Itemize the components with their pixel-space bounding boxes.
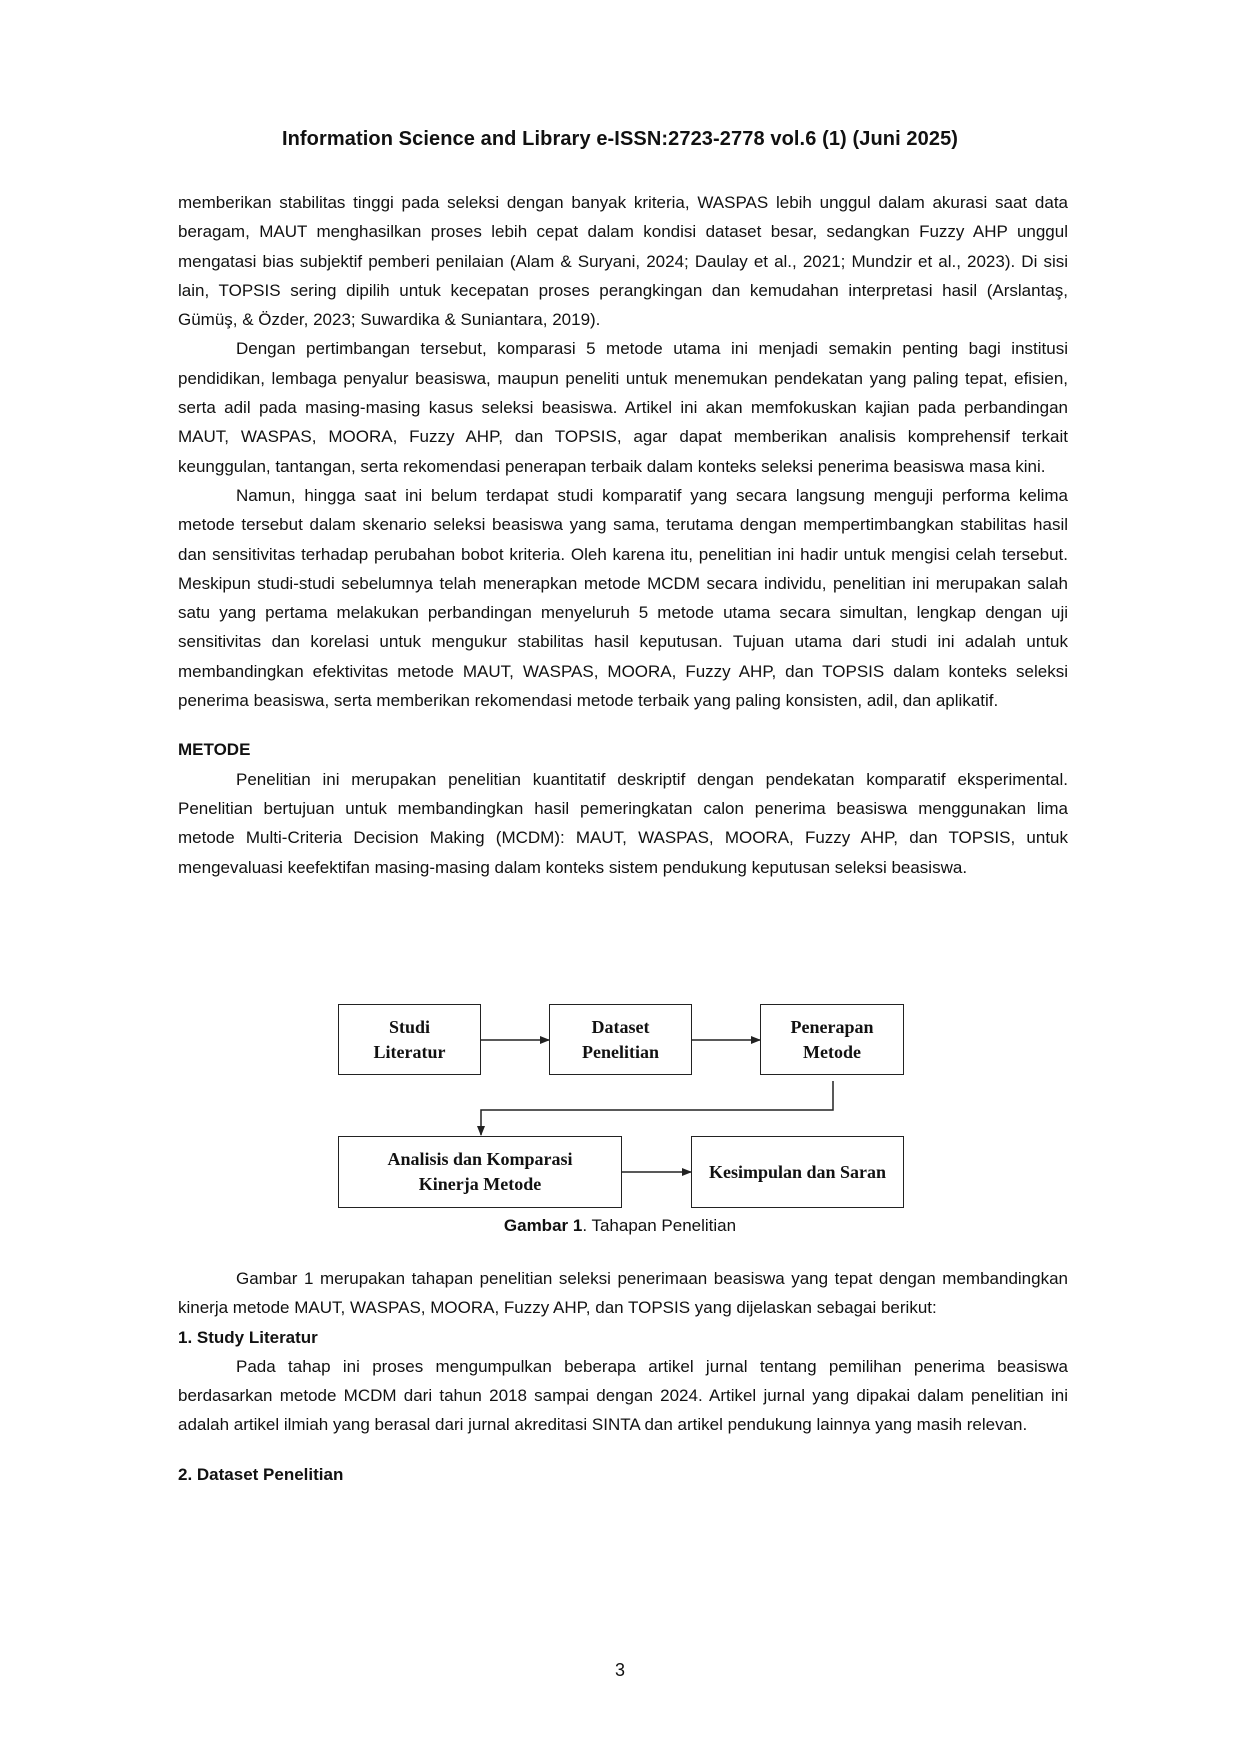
flow-box-kesimpulan-saran (691, 1136, 904, 1208)
flow-box-dataset-penelitian (549, 1004, 692, 1075)
box-label-line: Penerapan (790, 1016, 874, 1037)
arrow-penerapan-to-analisis (481, 1081, 833, 1135)
caption-label: Gambar 1 (503, 1216, 583, 1235)
paragraph-study-literatur: Pada tahap ini proses mengumpulkan beberapa artikel jurnal tentang pemilihan penerima beasiswa berdasarkan metode MCDM dari tahun 2018 sampai dengan 2024. Artikel jurnal yang dipakai dalam penelitian ini adalah artikel ilmiah yang berasal dari jurnal akreditasi SINTA dan artikel pendukung lainnya yang masih relevan. (178, 1356, 1068, 1435)
box-label-line: Studi (388, 1016, 430, 1037)
body-text-bottom (178, 1264, 1068, 1489)
section-heading-dataset-penelitian: 2. Dataset Penelitian (178, 1464, 344, 1484)
paragraph-figure-explanation: Gambar 1 merupakan tahapan penelitian seleksi penerimaan beasiswa yang tepat dengan membandingkan kinerja metode MAUT, WASPAS, MOORA, Fuzzy AHP, dan TOPSIS yang dijelaskan sebagai berikut: (178, 1269, 1068, 1318)
flow-box-analisis-komparasi (338, 1136, 622, 1208)
box-label-line: Metode (803, 1041, 861, 1062)
box-label-line: Analisis dan Komparasi (387, 1149, 573, 1169)
paragraph-continued: memberikan stabilitas tinggi pada seleksi dengan banyak kriteria, WASPAS lebih unggul dalam akurasi saat data beragam, MAUT menghasilkan proses lebih cepat dalam kondisi dataset besar, sedangkan Fuzzy AHP unggul mengatasi bias subjektif pemberi penilaian (Alam & Suryani, 2024; Daulay et al., 2021; Mundzir et al., 2023). Di sisi lain, TOPSIS sering dipilih untuk kecepatan proses perangkingan dan kemudahan interpretasi hasil (Arslantaş, Gümüş, & Özder, 2023; Suwardika & Suniantara, 2019). (178, 193, 1068, 330)
paragraph-research-gap: Namun, hingga saat ini belum terdapat studi komparatif yang secara langsung menguji performa kelima metode tersebut dalam skenario seleksi beasiswa yang sama, terutama dengan mempertimbangkan stabilitas hasil dan sensitivitas terhadap perubahan bobot kriteria. Oleh karena itu, penelitian ini hadir untuk mengisi celah tersebut. Meskipun studi-studi sebelumnya telah menerapkan metode MCDM secara individu, penelitian ini merupakan salah satu yang pertama melakukan perbandingan menyeluruh 5 metode utama secara simultan, lengkap dengan uji sensitivitas dan korelasi untuk mengukur stabilitas hasil keputusan. Tujuan utama dari studi ini adalah untuk membandingkan efektivitas metode MAUT, WASPAS, MOORA, Fuzzy AHP, dan TOPSIS dalam konteks seleksi penerima beasiswa, serta memberikan rekomendasi metode terbaik yang paling konsisten, adil, dan aplikatif. (178, 485, 1068, 711)
section-heading-study-literatur: 1. Study Literatur (178, 1327, 318, 1347)
figure-caption (0, 1216, 1240, 1236)
box-label-line: Kesimpulan dan Saran (708, 1161, 887, 1182)
section-heading-metode: METODE (178, 740, 251, 760)
box-label-line: Kinerja Metode (418, 1174, 542, 1194)
page-number: 3 (614, 1660, 625, 1680)
journal-header: Information Science and Library e-ISSN:2723-2778 vol.6 (1) (Juni 2025) (281, 128, 959, 150)
flow-box-penerapan-metode (760, 1004, 904, 1075)
box-label-line: Literatur (373, 1041, 446, 1062)
body-text-top (178, 188, 1068, 882)
paragraph-comparison-importance: Dengan pertimbangan tersebut, komparasi 5 metode utama ini menjadi semakin penting bagi institusi pendidikan, lembaga penyalur beasiswa, maupun peneliti untuk menemukan pendekatan yang paling tepat, efisien, serta adil pada masing-masing kasus seleksi beasiswa. Artikel ini akan memfokuskan kajian pada perbandingan MAUT, WASPAS, MOORA, Fuzzy AHP, dan TOPSIS, agar dapat memberikan analisis komprehensif terkait keunggulan, tantangan, serta rekomendasi penerapan terbaik dalam konteks seleksi penerima beasiswa masa kini. (178, 339, 1068, 476)
paragraph-metode: Penelitian ini merupakan penelitian kuantitatif deskriptif dengan pendekatan komparatif eksperimental. Penelitian bertujuan untuk membandingkan hasil pemeringkatan calon penerima beasiswa menggunakan lima metode Multi-Criteria Decision Making (MCDM): MAUT, WASPAS, MOORA, Fuzzy AHP, dan TOPSIS, untuk mengevaluasi keefektifan masing-masing dalam konteks sistem pendukung keputusan seleksi beasiswa. (178, 769, 1068, 877)
caption-text: . Tahapan Penelitian (582, 1216, 737, 1235)
box-label-line: Penelitian (582, 1041, 659, 1062)
box-label-line: Dataset (591, 1016, 650, 1037)
flow-box-studi-literatur (338, 1004, 481, 1075)
